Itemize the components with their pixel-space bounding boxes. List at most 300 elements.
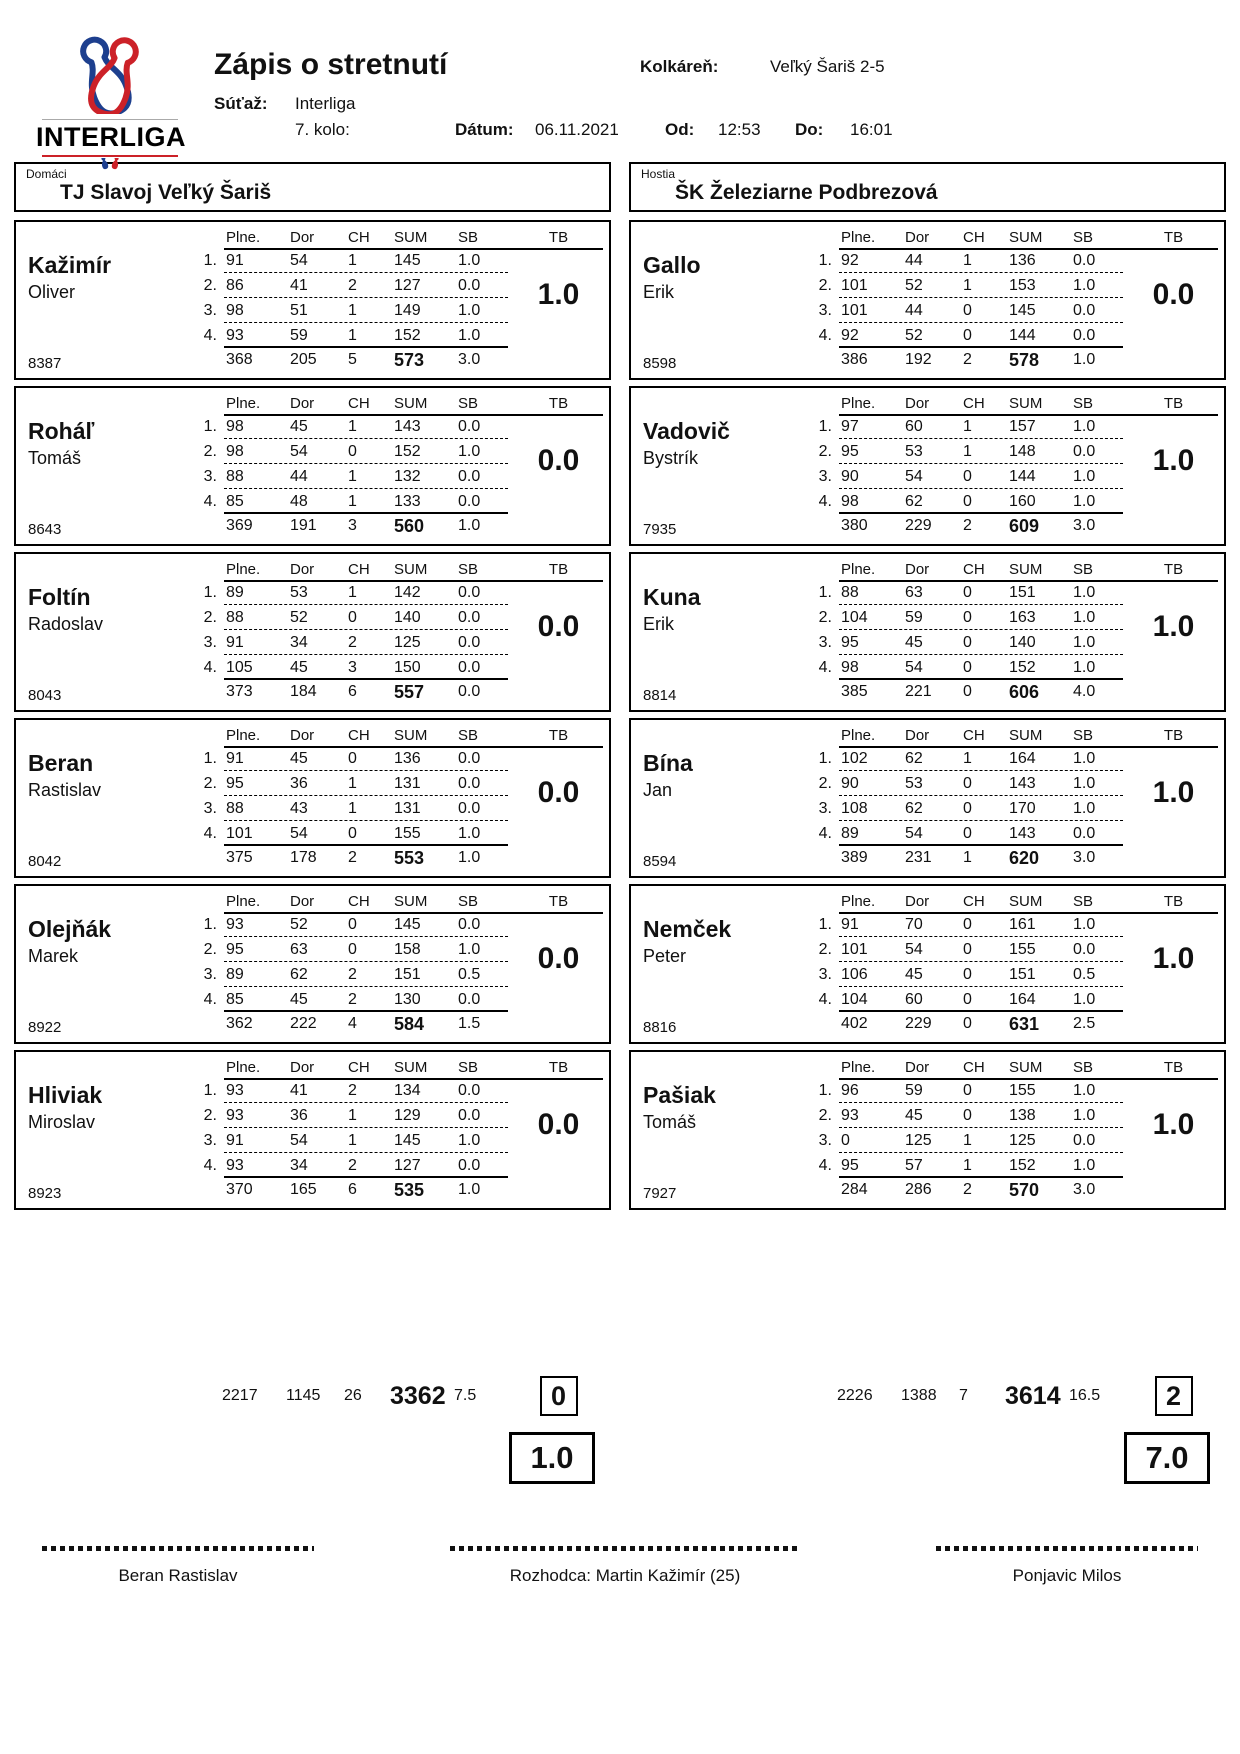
row-number: 2. bbox=[818, 1106, 832, 1124]
away-total-dor: 1388 bbox=[901, 1387, 937, 1404]
total-dor: 286 bbox=[905, 1181, 932, 1198]
col-ch: CH bbox=[963, 394, 985, 412]
cell-ch: 0 bbox=[963, 467, 972, 485]
cell-ch: 1 bbox=[348, 467, 357, 485]
cell-ch: 1 bbox=[348, 301, 357, 319]
cell-plne: 104 bbox=[841, 990, 868, 1008]
col-tb: TB bbox=[1163, 1058, 1184, 1076]
cell-plne: 90 bbox=[841, 467, 859, 485]
score-table bbox=[809, 720, 1123, 876]
total-sum: 578 bbox=[1009, 349, 1040, 370]
row-number: 2. bbox=[203, 774, 217, 792]
cell-ch: 3 bbox=[348, 658, 357, 676]
players-home bbox=[14, 220, 611, 1210]
total-dor: 178 bbox=[290, 849, 317, 866]
away-score-box: 7.0 bbox=[1124, 1432, 1210, 1484]
score-row-4 bbox=[194, 987, 508, 1012]
row-number: 3. bbox=[203, 1131, 217, 1149]
player-surname: Hliviak bbox=[28, 1082, 103, 1108]
cell-sum: 157 bbox=[1009, 417, 1036, 435]
col-plne: Plne. bbox=[226, 560, 261, 578]
cell-plne: 98 bbox=[226, 417, 244, 435]
cell-dor: 54 bbox=[905, 940, 923, 958]
cell-sb: 0.0 bbox=[1073, 326, 1096, 344]
col-ch: CH bbox=[348, 560, 370, 578]
home-team-totals bbox=[14, 1376, 611, 1416]
col-sum: SUM bbox=[1009, 228, 1043, 246]
score-row-3 bbox=[194, 630, 508, 655]
score-row-4 bbox=[194, 655, 508, 680]
player-tb-value: 0.0 bbox=[537, 942, 580, 975]
away-team-box bbox=[629, 162, 1226, 212]
player-surname: Beran bbox=[28, 750, 94, 776]
total-plne: 362 bbox=[226, 1015, 253, 1032]
interliga-logo bbox=[36, 22, 184, 175]
score-table bbox=[194, 554, 508, 710]
score-total-row bbox=[809, 1178, 1123, 1202]
cell-ch: 1 bbox=[348, 326, 357, 344]
score-row-2 bbox=[809, 1103, 1123, 1128]
cell-sb: 1.0 bbox=[1073, 1156, 1096, 1174]
cell-sum: 136 bbox=[1009, 251, 1036, 269]
player-tb-value: 0.0 bbox=[537, 1108, 580, 1141]
cell-dor: 53 bbox=[290, 583, 308, 601]
cell-ch: 2 bbox=[348, 990, 357, 1008]
score-row-4 bbox=[809, 821, 1123, 846]
score-row-3 bbox=[809, 962, 1123, 987]
cell-sum: 149 bbox=[394, 301, 421, 319]
score-table-header bbox=[809, 226, 1123, 248]
total-plne: 389 bbox=[841, 849, 868, 866]
total-sb: 1.0 bbox=[1073, 351, 1096, 368]
row-number: 2. bbox=[818, 774, 832, 792]
score-row-1 bbox=[194, 414, 508, 439]
cell-sum: 143 bbox=[1009, 774, 1036, 792]
player-tb-value: 0.0 bbox=[1152, 278, 1195, 311]
cell-ch: 0 bbox=[963, 326, 972, 344]
score-row-3 bbox=[194, 298, 508, 323]
score-table-header bbox=[809, 558, 1123, 580]
total-ch: 2 bbox=[348, 849, 357, 866]
total-sb: 1.0 bbox=[458, 517, 481, 534]
cell-sb: 1.0 bbox=[458, 940, 481, 958]
col-dor: Dor bbox=[290, 1058, 315, 1076]
cell-plne: 85 bbox=[226, 990, 244, 1008]
player-tb-value: 0.0 bbox=[537, 444, 580, 477]
col-sb: SB bbox=[458, 228, 479, 246]
player-surname: Olejňák bbox=[28, 916, 112, 942]
home-role-label: Domáci bbox=[26, 167, 67, 181]
cell-sum: 161 bbox=[1009, 915, 1036, 933]
cell-sum: 138 bbox=[1009, 1106, 1036, 1124]
cell-sum: 145 bbox=[394, 1131, 421, 1149]
total-sum: 573 bbox=[394, 349, 425, 370]
player-tb-value: 1.0 bbox=[537, 278, 580, 311]
total-sb: 3.0 bbox=[458, 351, 481, 368]
cell-ch: 1 bbox=[963, 251, 972, 269]
col-tb: TB bbox=[1163, 726, 1184, 744]
cell-plne: 93 bbox=[226, 915, 244, 933]
cell-sb: 0.0 bbox=[458, 658, 481, 676]
cell-ch: 0 bbox=[963, 990, 972, 1008]
col-dor: Dor bbox=[905, 228, 930, 246]
col-sb: SB bbox=[458, 1058, 479, 1076]
cell-sb: 0.0 bbox=[458, 1156, 481, 1174]
cell-sum: 151 bbox=[394, 965, 421, 983]
score-total-row bbox=[194, 680, 508, 704]
cell-ch: 0 bbox=[963, 940, 972, 958]
score-row-4 bbox=[194, 489, 508, 514]
away-points-box: 2 bbox=[1155, 1376, 1193, 1416]
score-row-1 bbox=[194, 746, 508, 771]
row-number: 3. bbox=[818, 799, 832, 817]
from-value: 12:53 bbox=[718, 120, 761, 139]
cell-dor: 45 bbox=[290, 749, 308, 767]
away-team-name: ŠK Železiarne Podbrezová bbox=[675, 181, 938, 204]
score-row-1 bbox=[809, 580, 1123, 605]
col-plne: Plne. bbox=[226, 394, 261, 412]
col-sum: SUM bbox=[1009, 394, 1043, 412]
player-block bbox=[629, 552, 1226, 712]
score-table bbox=[194, 886, 508, 1042]
cell-dor: 53 bbox=[905, 442, 923, 460]
score-row-3 bbox=[194, 464, 508, 489]
cell-ch: 0 bbox=[348, 442, 357, 460]
cell-ch: 0 bbox=[963, 583, 972, 601]
col-ch: CH bbox=[348, 228, 370, 246]
cell-ch: 2 bbox=[348, 633, 357, 651]
col-ch: CH bbox=[963, 892, 985, 910]
col-tb: TB bbox=[548, 892, 569, 910]
row-number: 1. bbox=[818, 251, 832, 269]
cell-sb: 1.0 bbox=[1073, 467, 1096, 485]
away-total-plne: 2226 bbox=[837, 1387, 873, 1404]
cell-dor: 45 bbox=[905, 633, 923, 651]
total-plne: 373 bbox=[226, 683, 253, 700]
row-number: 4. bbox=[203, 326, 217, 344]
total-sb: 4.0 bbox=[1073, 683, 1096, 700]
cell-ch: 1 bbox=[348, 492, 357, 510]
cell-ch: 1 bbox=[963, 276, 972, 294]
cell-dor: 54 bbox=[905, 658, 923, 676]
cell-dor: 36 bbox=[290, 1106, 308, 1124]
cell-plne: 91 bbox=[226, 749, 244, 767]
score-row-1 bbox=[809, 414, 1123, 439]
cell-ch: 0 bbox=[348, 749, 357, 767]
cell-sum: 148 bbox=[1009, 442, 1036, 460]
row-number: 1. bbox=[203, 583, 217, 601]
cell-sum: 127 bbox=[394, 276, 421, 294]
cell-dor: 54 bbox=[290, 824, 308, 842]
cell-dor: 54 bbox=[905, 467, 923, 485]
home-total-ch: 26 bbox=[344, 1387, 362, 1404]
row-number: 4. bbox=[203, 492, 217, 510]
total-sb: 3.0 bbox=[1073, 849, 1096, 866]
cell-dor: 54 bbox=[290, 442, 308, 460]
cell-ch: 1 bbox=[963, 749, 972, 767]
row-number: 3. bbox=[818, 1131, 832, 1149]
total-dor: 221 bbox=[905, 683, 932, 700]
cell-plne: 88 bbox=[226, 467, 244, 485]
cell-plne: 85 bbox=[226, 492, 244, 510]
cell-sb: 1.0 bbox=[458, 301, 481, 319]
player-block bbox=[14, 884, 611, 1044]
cell-ch: 2 bbox=[348, 965, 357, 983]
cell-sb: 0.5 bbox=[458, 965, 481, 983]
cell-sb: 1.0 bbox=[1073, 633, 1096, 651]
cell-plne: 91 bbox=[226, 1131, 244, 1149]
score-row-1 bbox=[809, 746, 1123, 771]
score-row-2 bbox=[194, 273, 508, 298]
cell-plne: 96 bbox=[841, 1081, 859, 1099]
player-tb-value: 0.0 bbox=[537, 610, 580, 643]
cell-plne: 92 bbox=[841, 251, 859, 269]
cell-ch: 1 bbox=[348, 1106, 357, 1124]
col-sum: SUM bbox=[394, 228, 428, 246]
cell-plne: 88 bbox=[841, 583, 859, 601]
cell-ch: 1 bbox=[963, 442, 972, 460]
cell-sb: 0.0 bbox=[1073, 824, 1096, 842]
score-total-row bbox=[809, 514, 1123, 538]
col-plne: Plne. bbox=[226, 726, 261, 744]
player-id: 8814 bbox=[643, 687, 677, 704]
player-tb-value: 0.0 bbox=[537, 776, 580, 809]
round-label: 7. kolo: bbox=[295, 120, 350, 139]
score-total-row bbox=[194, 348, 508, 372]
cell-sum: 130 bbox=[394, 990, 421, 1008]
total-ch: 6 bbox=[348, 1181, 357, 1198]
score-table-header bbox=[194, 1056, 508, 1078]
cell-ch: 1 bbox=[348, 583, 357, 601]
bowling-pins-icon bbox=[40, 22, 180, 114]
total-ch: 2 bbox=[963, 1181, 972, 1198]
to-label: Do: bbox=[795, 120, 824, 139]
row-number: 1. bbox=[818, 915, 832, 933]
cell-ch: 1 bbox=[348, 774, 357, 792]
cell-dor: 45 bbox=[905, 965, 923, 983]
col-ch: CH bbox=[963, 726, 985, 744]
cell-sum: 140 bbox=[1009, 633, 1036, 651]
total-ch: 5 bbox=[348, 351, 357, 368]
cell-plne: 98 bbox=[226, 442, 244, 460]
cell-sum: 144 bbox=[1009, 467, 1036, 485]
cell-ch: 0 bbox=[348, 915, 357, 933]
col-dor: Dor bbox=[290, 892, 315, 910]
col-sb: SB bbox=[1073, 560, 1094, 578]
col-sum: SUM bbox=[1009, 892, 1043, 910]
score-row-2 bbox=[194, 439, 508, 464]
row-number: 4. bbox=[818, 824, 832, 842]
player-id: 7935 bbox=[643, 521, 677, 538]
player-firstname: Miroslav bbox=[28, 1112, 96, 1132]
cell-ch: 1 bbox=[963, 1131, 972, 1149]
cell-sum: 164 bbox=[1009, 749, 1036, 767]
col-plne: Plne. bbox=[226, 1058, 261, 1076]
player-block bbox=[629, 718, 1226, 878]
match-area bbox=[0, 162, 1240, 1484]
cell-ch: 0 bbox=[963, 301, 972, 319]
logo-divider bbox=[42, 119, 178, 120]
player-block bbox=[629, 386, 1226, 546]
cell-dor: 60 bbox=[905, 417, 923, 435]
cell-dor: 54 bbox=[290, 251, 308, 269]
cell-plne: 95 bbox=[841, 442, 859, 460]
cell-plne: 95 bbox=[841, 1156, 859, 1174]
cell-ch: 1 bbox=[963, 1156, 972, 1174]
row-number: 2. bbox=[818, 276, 832, 294]
cell-plne: 91 bbox=[226, 251, 244, 269]
score-table-header bbox=[809, 890, 1123, 912]
col-dor: Dor bbox=[290, 726, 315, 744]
cell-sb: 1.0 bbox=[1073, 492, 1096, 510]
cell-sb: 1.0 bbox=[1073, 417, 1096, 435]
cell-ch: 0 bbox=[963, 1081, 972, 1099]
row-number: 4. bbox=[818, 326, 832, 344]
cell-sb: 0.0 bbox=[1073, 940, 1096, 958]
home-total-sb: 7.5 bbox=[454, 1387, 477, 1404]
col-plne: Plne. bbox=[841, 1058, 876, 1076]
cell-dor: 54 bbox=[290, 1131, 308, 1149]
row-number: 2. bbox=[818, 940, 832, 958]
row-number: 1. bbox=[203, 417, 217, 435]
player-id: 7927 bbox=[643, 1185, 677, 1202]
score-row-3 bbox=[194, 1128, 508, 1153]
venue-value: Veľký Šariš 2-5 bbox=[770, 57, 885, 76]
cell-sum: 125 bbox=[394, 633, 421, 651]
total-dor: 229 bbox=[905, 517, 932, 534]
row-number: 4. bbox=[818, 990, 832, 1008]
cell-sb: 0.0 bbox=[458, 1106, 481, 1124]
player-firstname: Rastislav bbox=[28, 780, 102, 800]
cell-sb: 1.0 bbox=[1073, 990, 1096, 1008]
score-table-header bbox=[194, 558, 508, 580]
total-sb: 1.5 bbox=[458, 1015, 481, 1032]
cell-plne: 101 bbox=[226, 824, 253, 842]
player-firstname: Erik bbox=[643, 282, 674, 302]
cell-sb: 0.0 bbox=[458, 1081, 481, 1099]
score-row-4 bbox=[809, 1153, 1123, 1178]
cell-plne: 93 bbox=[226, 326, 244, 344]
score-row-2 bbox=[194, 605, 508, 630]
cell-plne: 98 bbox=[841, 658, 859, 676]
player-firstname: Bystrík bbox=[643, 448, 699, 468]
col-sum: SUM bbox=[1009, 560, 1043, 578]
cell-dor: 60 bbox=[905, 990, 923, 1008]
player-firstname: Erik bbox=[643, 614, 674, 634]
away-role-label: Hostia bbox=[641, 167, 676, 181]
cell-sb: 0.0 bbox=[458, 492, 481, 510]
cell-plne: 106 bbox=[841, 965, 868, 983]
to-value: 16:01 bbox=[850, 120, 893, 139]
cell-ch: 2 bbox=[348, 1081, 357, 1099]
cell-dor: 62 bbox=[905, 749, 923, 767]
cell-ch: 1 bbox=[348, 417, 357, 435]
cell-ch: 0 bbox=[963, 915, 972, 933]
cell-sb: 1.0 bbox=[458, 1131, 481, 1149]
col-tb: TB bbox=[1163, 228, 1184, 246]
row-number: 4. bbox=[203, 1156, 217, 1174]
col-ch: CH bbox=[348, 892, 370, 910]
row-number: 3. bbox=[203, 633, 217, 651]
total-sum: 584 bbox=[394, 1013, 425, 1034]
player-id: 8816 bbox=[643, 1019, 677, 1036]
score-row-2 bbox=[809, 771, 1123, 796]
cell-dor: 48 bbox=[290, 492, 308, 510]
player-id: 8043 bbox=[28, 687, 62, 704]
total-sum: 620 bbox=[1009, 847, 1040, 868]
score-table bbox=[194, 720, 508, 876]
col-sb: SB bbox=[1073, 394, 1094, 412]
cell-sum: 145 bbox=[1009, 301, 1036, 319]
cell-sb: 1.0 bbox=[458, 326, 481, 344]
cell-plne: 93 bbox=[226, 1106, 244, 1124]
player-surname: Nemček bbox=[643, 916, 732, 942]
col-sb: SB bbox=[458, 394, 479, 412]
row-number: 3. bbox=[818, 467, 832, 485]
cell-dor: 52 bbox=[290, 608, 308, 626]
home-team-name: TJ Slavoj Veľký Šariš bbox=[60, 181, 272, 204]
player-block bbox=[14, 1050, 611, 1210]
cell-sb: 0.0 bbox=[458, 608, 481, 626]
signature-line bbox=[42, 1546, 314, 1551]
score-row-1 bbox=[194, 912, 508, 937]
cell-plne: 92 bbox=[841, 326, 859, 344]
cell-plne: 98 bbox=[226, 301, 244, 319]
cell-sum: 144 bbox=[1009, 326, 1036, 344]
row-number: 3. bbox=[818, 965, 832, 983]
cell-sum: 152 bbox=[394, 442, 421, 460]
cell-sb: 1.0 bbox=[1073, 658, 1096, 676]
cell-sb: 0.0 bbox=[1073, 442, 1096, 460]
cell-ch: 0 bbox=[963, 608, 972, 626]
total-ch: 2 bbox=[963, 351, 972, 368]
row-number: 4. bbox=[203, 658, 217, 676]
cell-ch: 2 bbox=[348, 1156, 357, 1174]
cell-sum: 142 bbox=[394, 583, 421, 601]
total-dor: 231 bbox=[905, 849, 932, 866]
col-sum: SUM bbox=[394, 1058, 428, 1076]
cell-dor: 52 bbox=[905, 326, 923, 344]
cell-dor: 44 bbox=[905, 301, 923, 319]
mini-pins-icon bbox=[97, 158, 123, 170]
cell-plne: 89 bbox=[226, 965, 244, 983]
score-total-row bbox=[194, 1012, 508, 1036]
cell-ch: 0 bbox=[963, 774, 972, 792]
col-plne: Plne. bbox=[226, 892, 261, 910]
cell-plne: 88 bbox=[226, 608, 244, 626]
cell-dor: 44 bbox=[905, 251, 923, 269]
cell-sb: 0.0 bbox=[1073, 301, 1096, 319]
cell-sum: 155 bbox=[394, 824, 421, 842]
player-id: 8042 bbox=[28, 853, 62, 870]
total-dor: 222 bbox=[290, 1015, 317, 1032]
col-plne: Plne. bbox=[226, 228, 261, 246]
col-sb: SB bbox=[1073, 228, 1094, 246]
score-table bbox=[809, 222, 1123, 378]
cell-sb: 0.0 bbox=[1073, 251, 1096, 269]
col-sb: SB bbox=[1073, 1058, 1094, 1076]
col-tb: TB bbox=[548, 726, 569, 744]
row-number: 1. bbox=[818, 1081, 832, 1099]
col-sum: SUM bbox=[394, 394, 428, 412]
home-total-dor: 1145 bbox=[286, 1387, 321, 1404]
total-ch: 3 bbox=[348, 517, 357, 534]
signature-referee bbox=[450, 1546, 800, 1586]
cell-sum: 127 bbox=[394, 1156, 421, 1174]
score-row-3 bbox=[809, 464, 1123, 489]
cell-plne: 89 bbox=[226, 583, 244, 601]
cell-plne: 102 bbox=[841, 749, 868, 767]
